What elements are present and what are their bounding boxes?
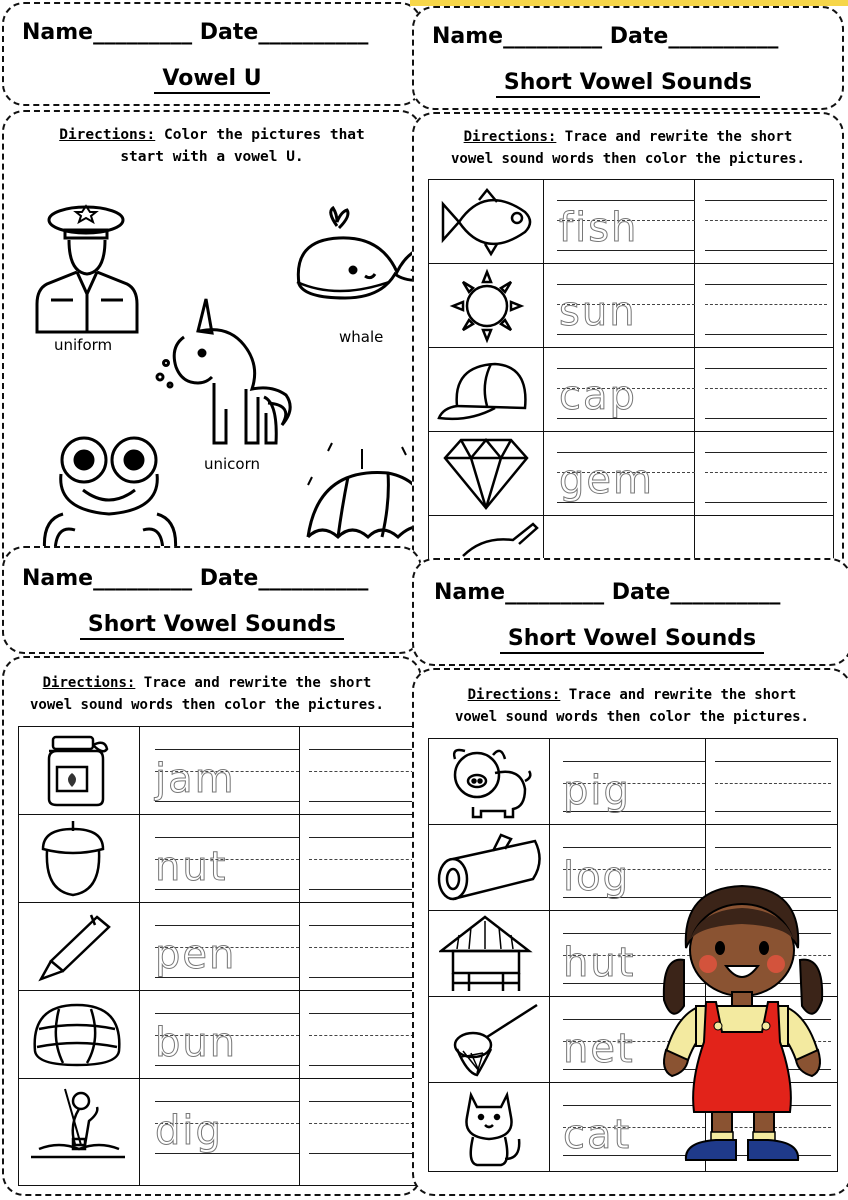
table-row [429,348,833,432]
trace-word: dig [155,1108,223,1154]
whale-icon [289,204,424,324]
directions: Directions: Color the pictures that start with a vowel U. [59,127,365,165]
unicorn-label: unicorn [204,455,261,473]
content-box [2,656,422,1196]
page-title: Short Vowel Sounds [414,626,848,651]
net-icon [443,1001,539,1079]
trace-word: gem [559,457,654,503]
name-label: Name_________ [22,566,193,591]
pen-icon [37,911,117,983]
worksheet-short-vowel-2 [0,544,430,1200]
trace-word: bun [155,1020,238,1066]
name-label: Name_________ [432,24,603,49]
directions: Directions: Trace and rewrite the short vowel sound words then color the pictures. [450,129,805,167]
tracing-table [18,726,422,1186]
trace-word: cat [563,1112,632,1158]
name-label: Name_________ [434,580,605,605]
digging-icon [29,1085,127,1165]
trace-word: pig [563,768,631,814]
trace-word: nut [155,844,228,890]
girl-character-illustration [656,878,828,1166]
hut-icon [439,915,533,993]
table-row [19,991,421,1079]
gem-icon [441,436,531,512]
page-title: Vowel U [4,66,420,91]
name-date-line [22,20,368,45]
table-row [19,903,421,991]
header-box [412,558,848,666]
header-box [2,546,422,654]
log-icon [433,831,545,905]
trace-word: fish [559,205,639,251]
date-label: Date__________ [609,24,779,49]
frog-icon [39,430,184,560]
pig-icon [441,745,533,819]
date-label: Date__________ [199,566,369,591]
directions: Directions: Trace and rewrite the short vowel sound words then color the pictures. [454,687,809,725]
tracing-table [428,179,834,560]
worksheet-vowel-u [0,0,430,560]
trace-word: log [563,854,630,900]
uniform-icon [29,200,144,335]
trace-word: jam [155,756,236,802]
table-row [429,180,833,264]
cap-icon [437,356,537,426]
trace-word: cap [559,373,637,419]
content-box [412,112,844,560]
date-label: Date__________ [611,580,781,605]
date-label: Date__________ [199,20,369,45]
table-row [429,516,833,560]
trace-word: net [563,1026,635,1072]
table-row [19,815,421,903]
jam-jar-icon [41,733,111,809]
fish-icon [439,186,539,258]
name-date-line [22,566,368,591]
name-date-line [432,24,778,49]
pan-icon [459,518,539,558]
unicorn-icon [154,297,299,452]
umbrella-icon [302,437,427,557]
name-label: Name_________ [22,20,193,45]
uniform-label: uniform [54,336,113,354]
trace-word: pen [155,932,237,978]
bun-icon [29,999,125,1071]
header-box [412,6,844,110]
cat-icon [449,1087,529,1167]
table-row [429,264,833,348]
table-row [19,727,421,815]
acorn-icon [39,819,109,899]
sun-icon [447,268,527,344]
trace-word: hut [563,940,636,986]
content-box [2,110,422,560]
page-title: Short Vowel Sounds [4,612,420,637]
worksheet-short-vowel-1 [410,0,848,560]
directions: Directions: Trace and rewrite the short vowel sound words then color the pictures. [29,675,384,713]
name-date-line [434,580,780,605]
table-row [429,432,833,516]
trace-word: sun [559,289,637,335]
page-title: Short Vowel Sounds [414,70,842,95]
table-row [429,739,837,825]
table-row [19,1079,421,1169]
header-box [2,2,422,106]
whale-label: whale [339,328,384,346]
